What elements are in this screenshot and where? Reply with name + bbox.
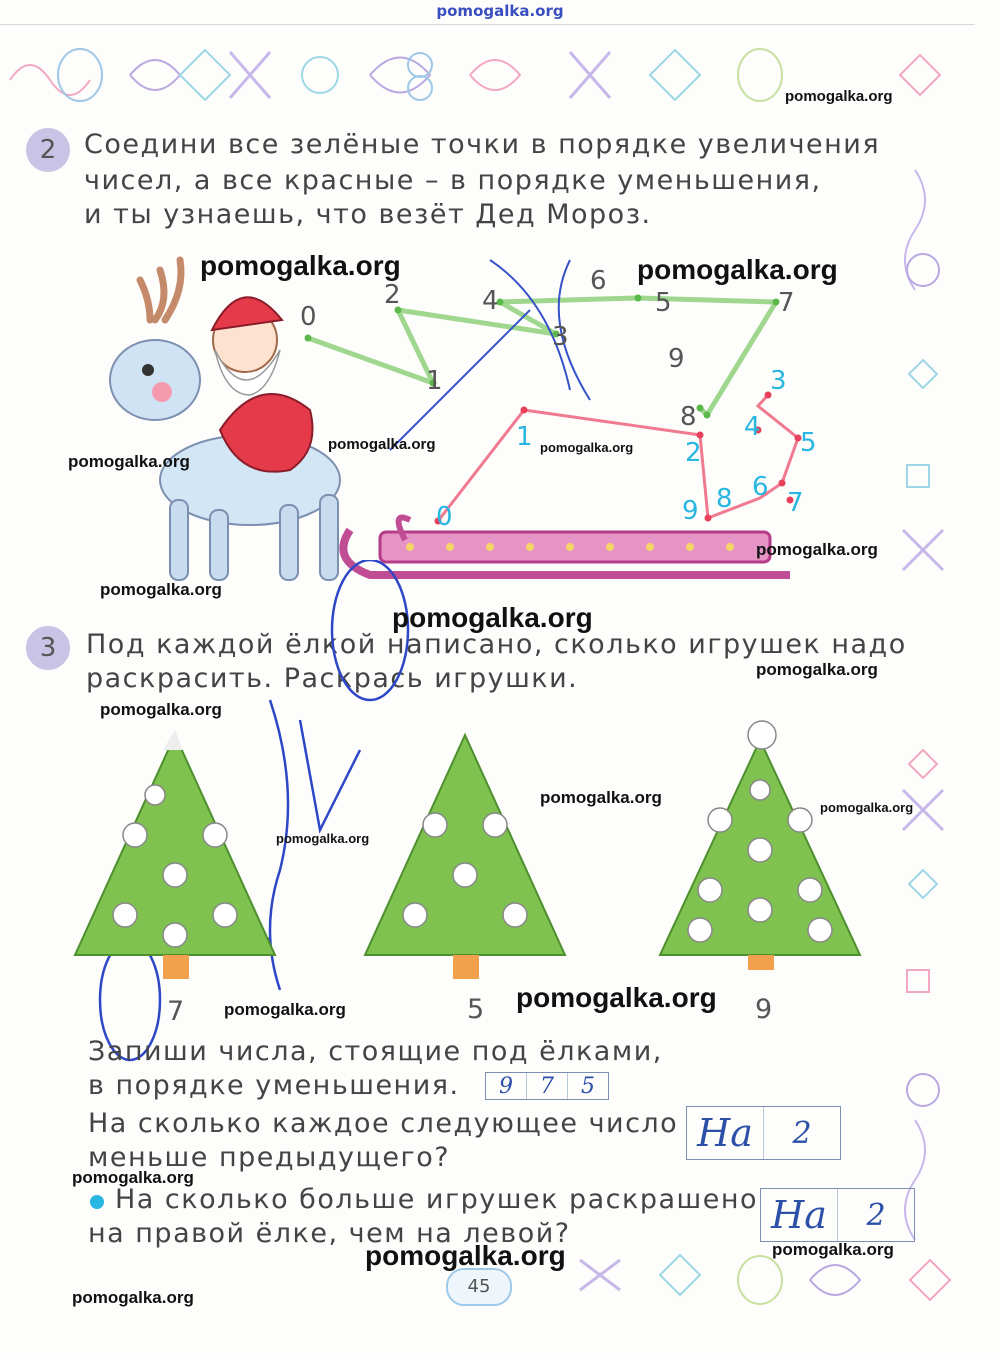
red-dot-4: 4 bbox=[744, 412, 761, 442]
question3-answer-word: На bbox=[761, 1189, 838, 1241]
question2-answer-value[interactable]: 2 bbox=[792, 1115, 812, 1151]
question3-line2: на правой ёлке, чем на левой? bbox=[88, 1218, 571, 1249]
page-number: 45 bbox=[446, 1268, 512, 1306]
watermark: pomogalka.org bbox=[200, 250, 401, 281]
red-dot-9: 9 bbox=[682, 496, 699, 526]
question1-line1: Запиши числа, стоящие под ёлками, bbox=[88, 1036, 663, 1067]
question1-line2: в порядке уменьшения. bbox=[88, 1070, 460, 1101]
site-link[interactable]: pomogalka.org bbox=[436, 2, 564, 20]
question2-line2: меньше предыдущего? bbox=[88, 1142, 451, 1173]
green-dot-4: 4 bbox=[482, 286, 499, 316]
question3-line1: На сколько больше игрушек раскрашено bbox=[115, 1184, 758, 1215]
tree-middle-count: 5 bbox=[467, 994, 485, 1025]
watermark: pomogalka.org bbox=[540, 788, 662, 807]
green-dot-5: 5 bbox=[655, 288, 672, 318]
watermark: pomogalka.org bbox=[100, 580, 222, 599]
question2-line1: На сколько каждое следующее число bbox=[88, 1108, 679, 1139]
watermark: pomogalka.org bbox=[68, 452, 190, 471]
watermark: pomogalka.org bbox=[328, 436, 436, 453]
task2-line2: чисел, а все красные – в порядке уменьшения, bbox=[84, 165, 822, 196]
watermark: pomogalka.org bbox=[276, 831, 370, 846]
tree-right bbox=[640, 710, 880, 970]
red-dot-6: 6 bbox=[752, 472, 769, 502]
red-dot-2: 2 bbox=[685, 438, 702, 468]
tree-middle bbox=[345, 725, 585, 985]
tree-left-count: 7 bbox=[167, 996, 185, 1027]
question2-answer-box[interactable] bbox=[686, 1106, 841, 1160]
tree-right-count: 9 bbox=[755, 994, 773, 1025]
green-dot-2: 2 bbox=[384, 280, 401, 310]
red-dot-1: 1 bbox=[516, 422, 533, 452]
watermark: pomogalka.org bbox=[100, 700, 222, 719]
green-dot-3: 3 bbox=[552, 322, 569, 352]
task3-line2: раскрасить. Раскрась игрушки. bbox=[86, 663, 579, 694]
red-dot-3: 3 bbox=[770, 366, 787, 396]
green-dot-8: 8 bbox=[680, 402, 697, 432]
watermark: pomogalka.org bbox=[756, 540, 878, 559]
question3-answer-value[interactable]: 2 bbox=[866, 1197, 886, 1233]
watermark: pomogalka.org bbox=[637, 254, 838, 285]
watermark: pomogalka.org bbox=[392, 602, 593, 633]
watermark: pomogalka.org bbox=[224, 1000, 346, 1019]
red-dot-0: 0 bbox=[436, 502, 453, 532]
watermark: pomogalka.org bbox=[820, 800, 914, 815]
watermark: pomogalka.org bbox=[785, 88, 893, 105]
red-dot-7: 7 bbox=[787, 488, 804, 518]
red-dot-5: 5 bbox=[800, 428, 817, 458]
task2-line1: Соедини все зелёные точки в порядке увеличения bbox=[84, 129, 881, 160]
green-dot-7: 7 bbox=[778, 288, 795, 318]
bottom-ornament-border bbox=[560, 1250, 960, 1330]
watermark: pomogalka.org bbox=[72, 1288, 194, 1307]
top-rule bbox=[0, 24, 975, 25]
red-dot-8: 8 bbox=[716, 484, 733, 514]
answer-cell-3[interactable]: 5 bbox=[581, 1073, 595, 1099]
question2-answer-word: На bbox=[687, 1107, 764, 1159]
green-dot-1: 1 bbox=[426, 366, 443, 396]
tree-left bbox=[55, 725, 295, 985]
watermark: pomogalka.org bbox=[72, 1168, 194, 1187]
task2-line3: и ты узнаешь, что везёт Дед Мороз. bbox=[84, 199, 652, 230]
watermark: pomogalka.org bbox=[756, 660, 878, 679]
answer-cell-1[interactable]: 9 bbox=[486, 1073, 527, 1099]
watermark: pomogalka.org bbox=[540, 440, 634, 455]
answer-cell-2[interactable]: 7 bbox=[527, 1073, 568, 1099]
task3-line1: Под каждой ёлкой написано, сколько игрушек надо bbox=[86, 629, 907, 660]
task3-number: 3 bbox=[26, 626, 70, 670]
green-dot-9: 9 bbox=[668, 344, 685, 374]
watermark: pomogalka.org bbox=[365, 1240, 566, 1271]
watermark: pomogalka.org bbox=[516, 982, 717, 1013]
question1-answer-cells[interactable] bbox=[485, 1072, 609, 1100]
task2-number: 2 bbox=[26, 128, 70, 172]
green-dot-0: 0 bbox=[300, 302, 317, 332]
bullet-dot bbox=[90, 1195, 104, 1209]
watermark: pomogalka.org bbox=[772, 1240, 894, 1259]
question3-answer-box[interactable] bbox=[760, 1188, 915, 1242]
green-dot-6: 6 bbox=[590, 266, 607, 296]
